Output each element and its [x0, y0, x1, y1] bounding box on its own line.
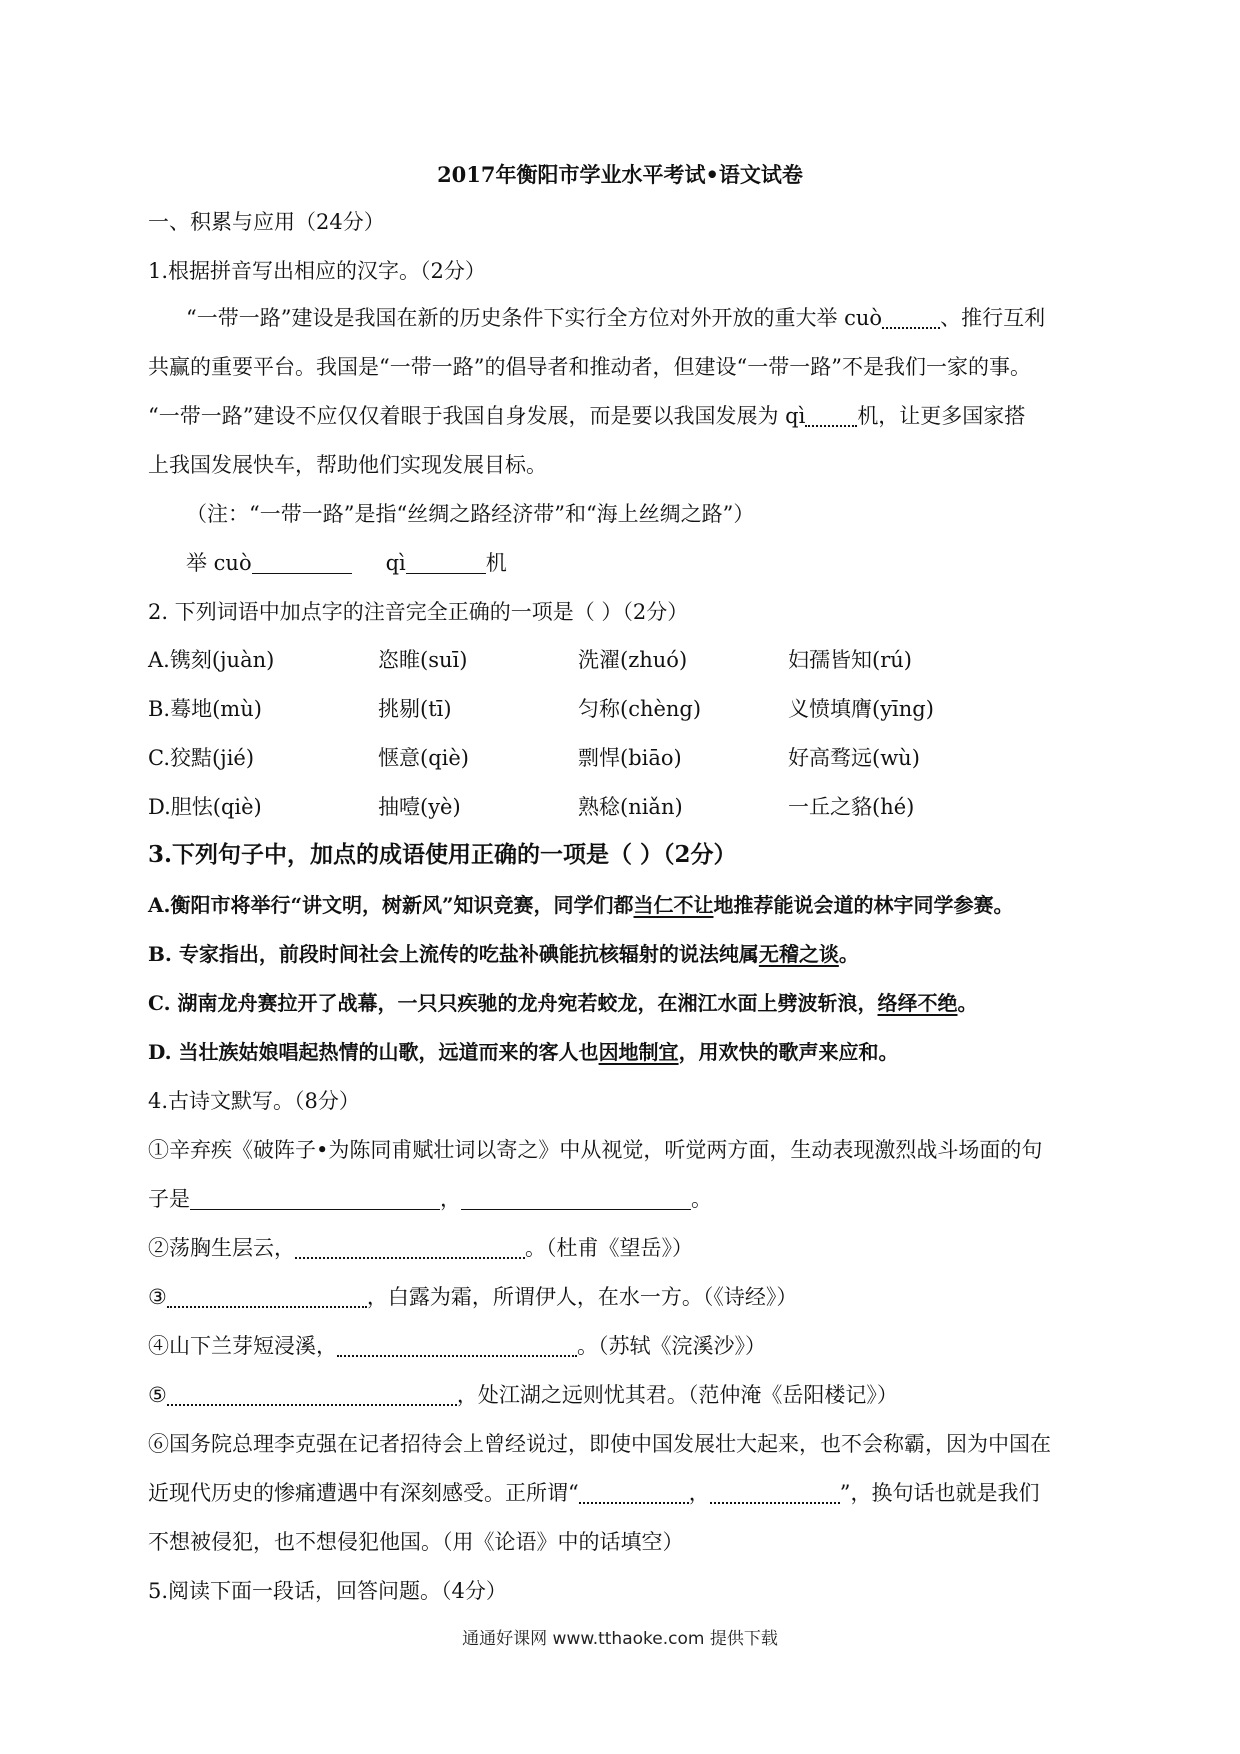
question-2-heading: 2. 下列词语中加点字的注音完全正确的一项是（ ）（2分） — [148, 600, 689, 624]
q4-blank[interactable] — [167, 1284, 367, 1308]
q4-item-4: ④山下兰芽短浸溪， 。（苏轼《浣溪沙》） — [148, 1334, 766, 1358]
q4-item-1: ①辛弃疾《破阵子•为陈同甫赋壮词以寄之》中从视觉，听觉两方面，生动表现激烈战斗场面的句 — [148, 1138, 1043, 1162]
q4-blank[interactable] — [579, 1480, 689, 1504]
q2-option-a: A.镌刻(juàn) 恣睢(suī) 洗濯(zhuó) 妇孺皆知(rú) — [148, 648, 912, 672]
q4-item-3: ③ ，白露为霜，所谓伊人，在水一方。（《诗经》） — [148, 1285, 798, 1309]
q4-blank[interactable] — [461, 1187, 691, 1210]
q1-inline-blank[interactable] — [882, 305, 940, 329]
q4-item-6: ⑥国务院总理李克强在记者招待会上曾经说过，即使中国发展壮大起来，也不会称霸，因为中国在 — [148, 1432, 1051, 1456]
q4-blank[interactable] — [167, 1382, 457, 1406]
footer-credit: 通通好课网 www.tthaoke.com 提供下载 — [462, 1629, 778, 1649]
q3-option-a: A.衡阳市将举行“讲文明，树新风”知识竞赛，同学们都当仁不让地推荐能说会道的林宇同学参赛。 — [148, 893, 1014, 917]
q4-item-5: ⑤ ，处江湖之远则忧其君。（范仲淹《岳阳楼记》） — [148, 1383, 898, 1407]
idiom: 当仁不让 — [633, 893, 714, 917]
idiom: 无稽之谈 — [758, 942, 839, 966]
idiom: 因地制宜 — [598, 1040, 679, 1064]
q1-answer-blank-1[interactable] — [252, 551, 352, 574]
idiom: 络绎不绝 — [877, 991, 958, 1015]
q4-blank[interactable] — [190, 1187, 440, 1210]
q1-paragraph-line-4: 上我国发展快车，帮助他们实现发展目标。 — [148, 453, 547, 477]
question-5-heading: 5.阅读下面一段话，回答问题。（4分） — [148, 1579, 507, 1603]
question-1-heading: 1.根据拼音写出相应的汉字。（2分） — [148, 259, 486, 283]
q4-blank[interactable] — [295, 1235, 525, 1259]
q1-answer-blank-2[interactable] — [406, 551, 486, 574]
q4-blank[interactable] — [337, 1333, 577, 1357]
section-heading: 一、积累与应用（24分） — [148, 210, 385, 234]
q2-option-c: C.狡黠(jié) 惬意(qiè) 剽悍(biāo) 好高骛远(wù) — [148, 746, 920, 770]
q4-blank[interactable] — [710, 1480, 840, 1504]
q2-option-b: B.蓦地(mù) 挑剔(tī) 匀称(chèng) 义愤填膺(yīng) — [148, 697, 934, 721]
q1-paragraph-line-3: “一带一路”建设不应仅仅着眼于我国自身发展，而是要以我国发展为 qì 机，让更多国家搭 — [148, 404, 1026, 428]
exam-title: 2017年衡阳市学业水平考试•语文试卷 — [437, 162, 803, 187]
q1-inline-blank[interactable] — [805, 403, 857, 427]
question-3-heading: 3.下列句子中，加点的成语使用正确的一项是（ ）（2分） — [148, 841, 737, 868]
q4-item-2: ②荡胸生层云， 。（杜甫《望岳》） — [148, 1236, 693, 1260]
q1-note: （注：“一带一路”是指“丝绸之路经济带”和“海上丝绸之路”） — [186, 502, 755, 526]
q3-option-c: C. 湖南龙舟赛拉开了战幕，一只只疾驰的龙舟宛若蛟龙，在湘江水面上劈波斩浪，络绎不绝。 — [148, 991, 978, 1015]
question-4-heading: 4.古诗文默写。（8分） — [148, 1089, 360, 1113]
q2-option-d: D.胆怯(qiè) 抽噎(yè) 熟稔(niǎn) 一丘之貉(hé) — [148, 795, 915, 819]
q4-item-6-end: 不想被侵犯，也不想侵犯他国。（用《论语》中的话填空） — [148, 1530, 684, 1554]
q1-paragraph-line-2: 共赢的重要平台。我国是“一带一路”的倡导者和推动者，但建设“一带一路”不是我们一家的事。 — [148, 355, 1031, 379]
q4-item-1-cont: 子是 ， 。 — [148, 1187, 712, 1211]
q1-paragraph-line-1: “一带一路”建设是我国在新的历史条件下实行全方位对外开放的重大举 cuò 、推行互利 — [186, 306, 1046, 330]
q1-answer-line: 举 cuò qì 机 — [186, 551, 507, 575]
q3-option-b: B. 专家指出，前段时间社会上流传的吃盐补碘能抗核辐射的说法纯属无稽之谈。 — [148, 942, 859, 966]
q3-option-d: D. 当壮族姑娘唱起热情的山歌，远道而来的客人也因地制宜，用欢快的歌声来应和。 — [148, 1040, 899, 1064]
q4-item-6-cont: 近现代历史的惨痛遭遇中有深刻感受。正所谓“ ， ”，换句话也就是我们 — [148, 1481, 1040, 1505]
